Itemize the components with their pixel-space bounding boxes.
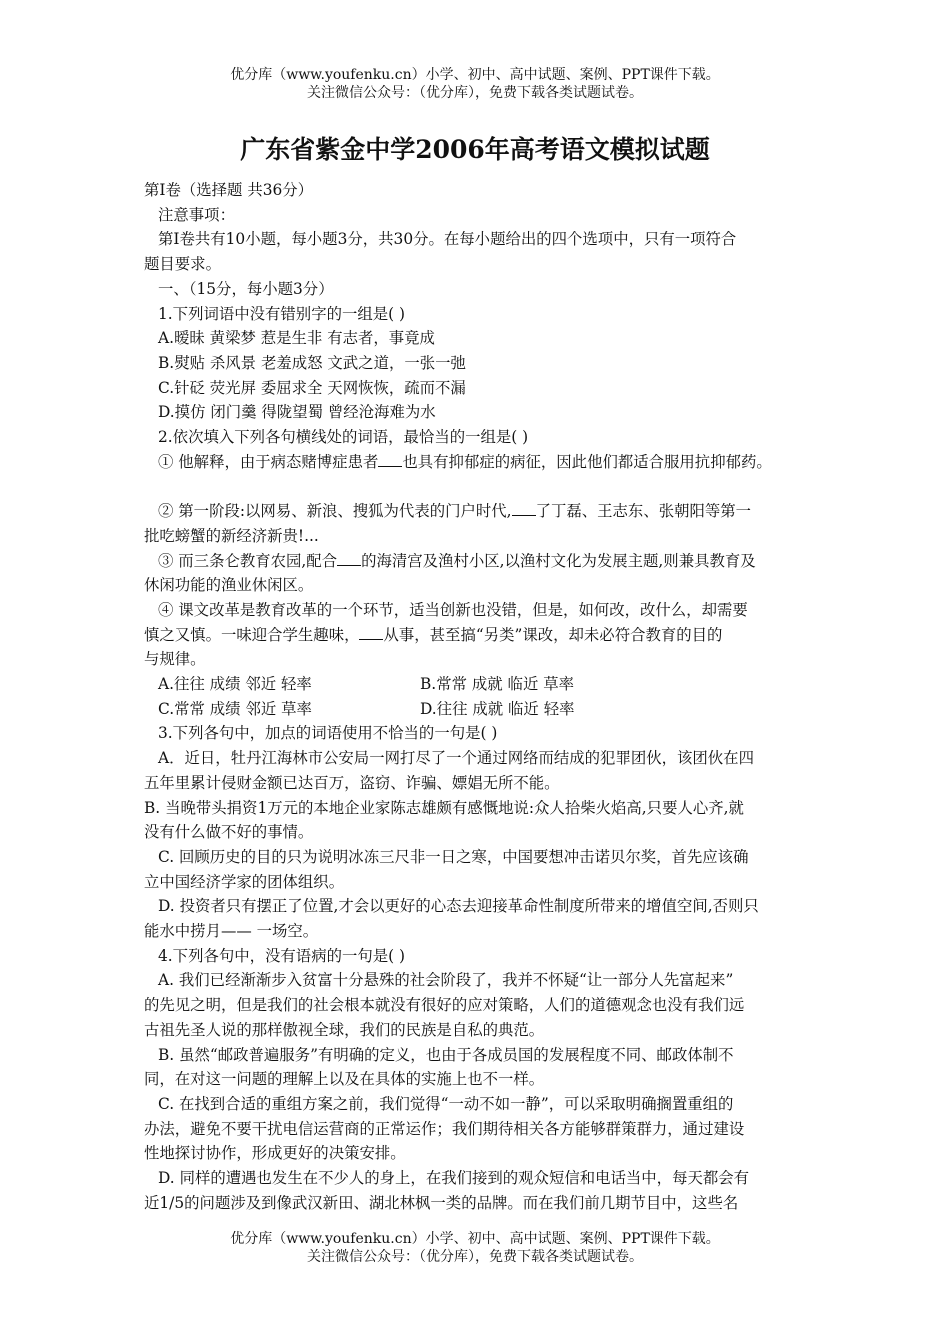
- question-4-option-a: A. 我们已经渐渐步入贫富十分悬殊的社会阶段了，我并不怀疑“让一部分人先富起来”: [158, 971, 734, 990]
- question-1-option-b: B.熨贴 杀风景 老羞成怒 文武之道，一张一弛: [158, 353, 466, 372]
- question-3-option-c-cont: 立中国经济学家的团体组织。: [144, 872, 345, 891]
- question-4-option-c: C. 在找到合适的重组方案之前，我们觉得“一动不如一静”，可以采取明确搁置重组的: [158, 1095, 734, 1113]
- question-1-option-a: A.暧昧 黄梁梦 惹是生非 有志者，事竟成: [158, 329, 435, 348]
- question-4-option-d-cont: 近1/5的问题涉及到像武汉新田、湖北林枫一类的品牌。而在我们前几期节目中，这些名: [144, 1193, 739, 1212]
- question-2-options-cd: [144, 697, 816, 722]
- page-title: 广东省紫金中学2006年高考语文模拟试题: [240, 135, 710, 164]
- notice-text: 题目要求。: [144, 255, 221, 274]
- page-header: [0, 66, 950, 102]
- question-2-sentence-1: ① 他解释，由于病态赌博症患者 也具有抑郁症的病征，因此他们都适合服用抗抑郁药。: [158, 452, 772, 471]
- question-3-option-d: D. 投资者只有摆正了位置,才会以更好的心态去迎接革命性制度所带来的增值空间,否则只: [158, 897, 759, 916]
- question-2-options-ab: [144, 672, 816, 697]
- question-3-stem: 3.下列各句中，加点的词语使用不恰当的一句是( ): [158, 724, 498, 743]
- part-one-heading: 一、（15分，每小题3分）: [158, 279, 334, 298]
- question-2-sentence-3: ③ 而三条仑教育农园,配合 的海清宫及渔村小区,以渔村文化为发展主题,则兼具教育及: [158, 551, 756, 570]
- question-1-option-c: C.针砭 荧光屏 委屈求全 天网恢恢，疏而不漏: [158, 378, 466, 397]
- question-1-option-d: D.摸仿 闭门羹 得陇望蜀 曾经沧海难为水: [158, 403, 436, 422]
- footer-line-2: 关注微信公众号：（优分库），免费下载各类试题试卷。: [307, 1249, 643, 1265]
- question-4-option-c-cont: 性地探讨协作，形成更好的决策安排。: [144, 1144, 406, 1163]
- footer-line-1: 优分库（www.youfenku.cn）小学、初中、高中试题、案例、PPT课件下载。: [230, 1231, 720, 1247]
- question-2-sentence-4-end: 与规律。: [144, 650, 206, 669]
- question-2-option-d: D.往往 成就 临近 轻率: [420, 699, 575, 718]
- question-3-option-a: A．近日，牡丹江海林市公安局一网打尽了一个通过网络而结成的犯罪团伙，该团伙在四: [158, 749, 754, 768]
- question-4-option-c-cont: 办法，避免不要干扰电信运营商的正常运作；我们期待相关各方能够群策群力，通过建设: [144, 1119, 745, 1138]
- question-2-stem: 2.依次填入下列各句横线处的词语，最恰当的一组是( ): [158, 428, 529, 447]
- notice-label: 注意事项：: [158, 205, 235, 224]
- question-4-option-b-cont: 同，在对这一问题的理解上以及在具体的实施上也不一样。: [144, 1070, 545, 1089]
- question-3-option-b: B. 当晚带头捐资1万元的本地企业家陈志雄颇有感慨地说:众人拾柴火焰高,只要人心齐,就: [144, 798, 744, 817]
- question-2-option-c: C.常常 成绩 邻近 草率: [158, 699, 312, 718]
- question-1-stem: 1.下列词语中没有错别字的一组是( ): [158, 304, 406, 323]
- question-2-sentence-4-cont: 慎之又慎。一味迎合学生趣味， 从事，甚至搞“另类”课改，却未必符合教育的目的: [144, 625, 723, 644]
- question-3-option-b-cont: 没有什么做不好的事情。: [144, 823, 314, 842]
- question-4-option-b: B. 虽然“邮政普遍服务”有明确的定义，也由于各成员国的发展程度不同、邮政体制不: [158, 1045, 734, 1064]
- question-2-option-b: B.常常 成就 临近 草率: [420, 675, 575, 694]
- question-3-option-c: C. 回顾历史的目的只为说明冰冻三尺非一日之寒，中国要想冲击诺贝尔奖，首先应该确: [158, 847, 749, 866]
- notice-text: 第Ⅰ卷共有10小题，每小题3分，共30分。在每小题给出的四个选项中，只有一项符合: [158, 230, 737, 249]
- exam-content: [144, 178, 816, 1216]
- question-4-option-d: D. 同样的遭遇也发生在不少人的身上，在我们接到的观众短信和电话当中，每天都会有: [158, 1169, 750, 1188]
- question-4-stem: 4.下列各句中，没有语病的一句是( ): [158, 946, 406, 965]
- question-3-option-a-cont: 五年里累计侵财金额已达百万，盗窃、诈骗、嫖娼无所不能。: [144, 773, 560, 792]
- question-3-option-d-cont: 能水中捞月—— 一场空。: [144, 922, 319, 941]
- question-4-option-a-cont: 古祖先圣人说的那样傲视全球，我们的民族是自私的典范。: [144, 1020, 545, 1039]
- question-2-sentence-4: ④ 课文改革是教育改革的一个环节，适当创新也没错，但是，如何改，改什么，却需要: [158, 600, 748, 619]
- section-heading: 第Ⅰ卷（选择题 共36分）: [144, 181, 314, 199]
- header-line-2: 关注微信公众号：（优分库），免费下载各类试题试卷。: [307, 85, 643, 101]
- question-2-sentence-3-cont: 休闲功能的渔业休闲区。: [144, 576, 314, 595]
- header-line-1: 优分库（www.youfenku.cn）小学、初中、高中试题、案例、PPT课件下载。: [230, 67, 720, 83]
- question-2-sentence-2: ② 第一阶段:以网易、新浪、搜狐为代表的门户时代, 了丁磊、王志东、张朝阳等第一: [158, 502, 752, 521]
- question-2-sentence-2-cont: 批吃螃蟹的新经济新贵!...: [144, 526, 319, 545]
- fill-blank: [378, 452, 402, 467]
- page-footer: [0, 1230, 950, 1266]
- fill-blank: [512, 501, 536, 516]
- fill-blank: [337, 551, 361, 566]
- question-2-option-a: A.往往 成绩 邻近 轻率: [158, 675, 312, 694]
- question-4-option-a-cont: 的先见之明，但是我们的社会根本就没有很好的应对策略，人们的道德观念也没有我们远: [144, 996, 745, 1015]
- fill-blank: [359, 625, 383, 640]
